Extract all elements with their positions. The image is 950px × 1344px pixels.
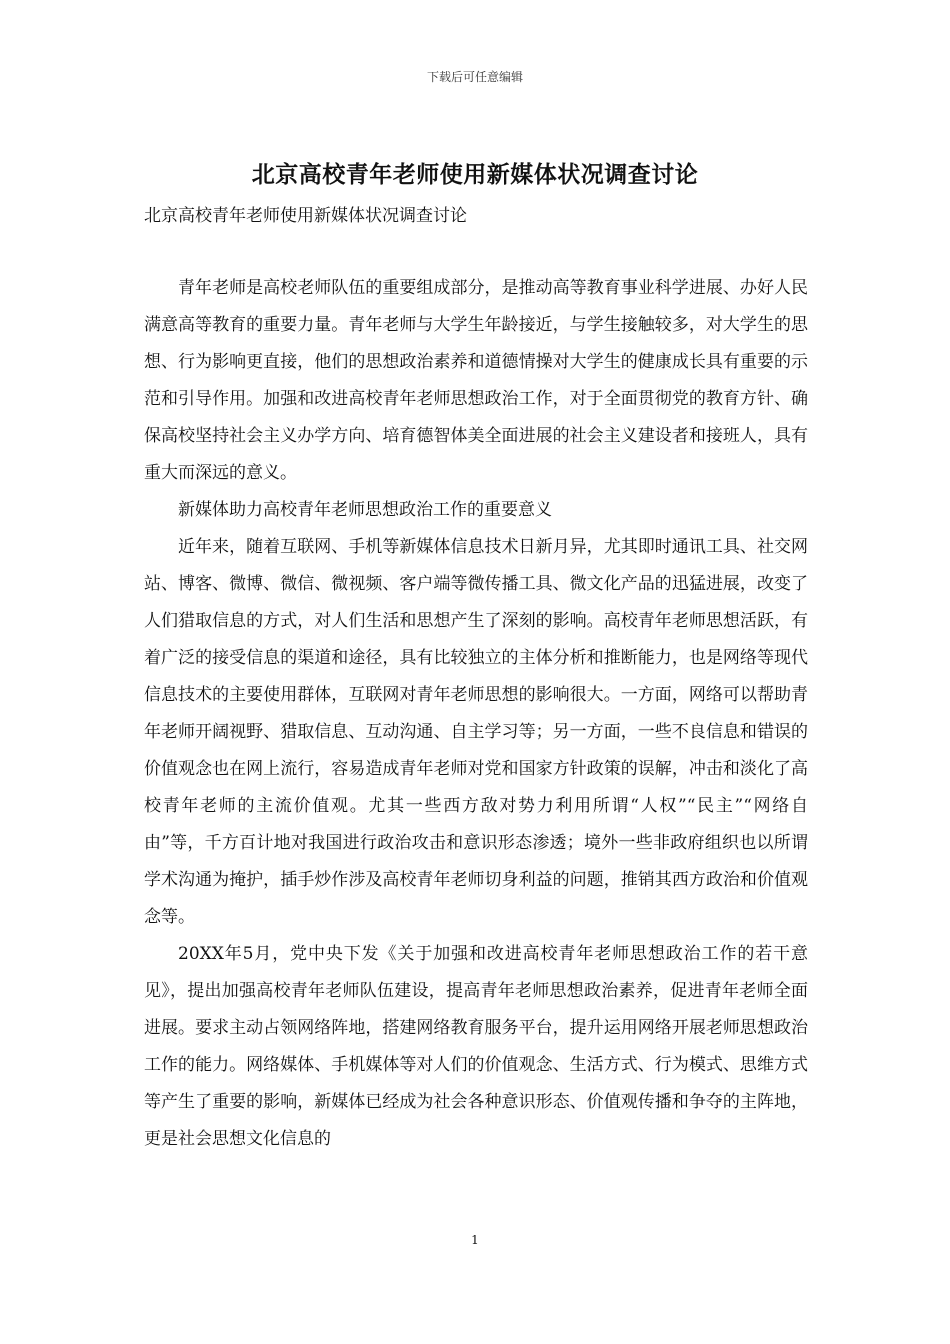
document-body <box>144 270 808 1158</box>
paragraph-new-media: 近年来，随着互联网、手机等新媒体信息技术日新月异，尤其即时通讯工具、社交网站、博客、微博、微信、微视频、客户端等微传播工具、微文化产品的迅猛进展，改变了人们猎取信息的方式，对人们生活和思想产生了深刻的影响。高校青年老师思想活跃，有着广泛的接受信息的渠道和途径，具有比较独立的主体分析和推断能力，也是网络等现代信息技术的主要使用群体，互联网对青年老师思想的影响很大。一方面，网络可以帮助青年老师开阔视野、猎取信息、互动沟通、自主学习等；另一方面，一些不良信息和错误的价值观念也在网上流行，容易造成青年老师对党和国家方针政策的误解，冲击和淡化了高校青年老师的主流价值观。尤其一些西方敌对势力利用所谓“人权”“民主”“网络自由”等，千方百计地对我国进行政治攻击和意识形态渗透；境外一些非政府组织也以所谓学术沟通为掩护，插手炒作涉及高校青年老师切身利益的问题，推销其西方政治和价值观念等。 <box>144 537 808 927</box>
section-heading: 新媒体助力高校青年老师思想政治工作的重要意义 <box>178 500 552 520</box>
paragraph-intro: 青年老师是高校老师队伍的重要组成部分，是推动高等教育事业科学进展、办好人民满意高等教育的重要力量。青年老师与大学生年龄接近，与学生接触较多，对大学生的思想、行为影响更直接，他们的思想政治素养和道德情操对大学生的健康成长具有重要的示范和引导作用。加强和改进高校青年老师思想政治工作，对于全面贯彻党的教育方针、确保高校坚持社会主义办学方向、培育德智体美全面进展的社会主义建设者和接班人，具有重大而深远的意义。 <box>144 278 808 483</box>
page-number: 1 <box>471 1233 479 1247</box>
paragraph-policy: 20XX年5月，党中央下发《关于加强和改进高校青年老师思想政治工作的若干意见》，提出加强高校青年老师队伍建设，提高青年老师思想政治素养，促进青年老师全面进展。要求主动占领网络阵地，搭建网络教育服务平台，提升运用网络开展老师思想政治工作的能力。网络媒体、手机媒体等对人们的价值观念、生活方式、行为模式、思维方式等产生了重要的影响，新媒体已经成为社会各种意识形态、价值观传播和争夺的主阵地，更是社会思想文化信息的 <box>144 944 808 1149</box>
header-note: 下载后可任意编辑 <box>426 70 523 84</box>
document-subtitle: 北京高校青年老师使用新媒体状况调查讨论 <box>144 206 467 226</box>
document-title: 北京高校青年老师使用新媒体状况调查讨论 <box>251 161 699 188</box>
